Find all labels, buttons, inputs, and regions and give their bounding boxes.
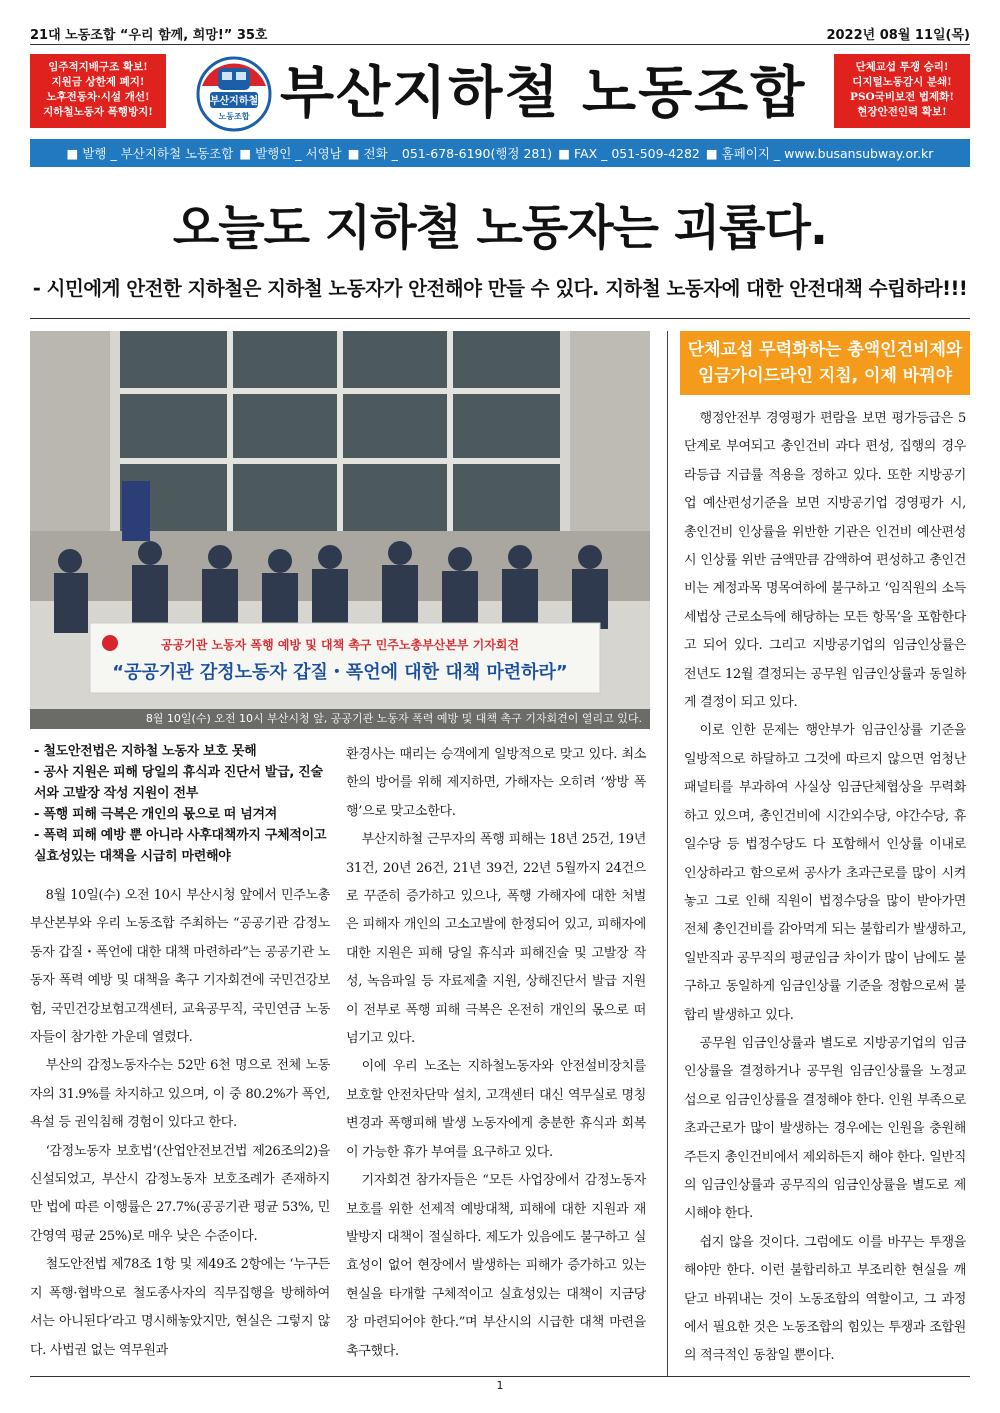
slogan-line: 노후전동차·시설 개선! xyxy=(46,91,150,103)
key-points xyxy=(34,741,334,867)
info-homepage: ■ 홈페이지 _ www.busansubway.or.kr xyxy=(705,146,934,161)
paragraph: 철도안전법 제78조 1항 및 제49조 2항에는 ‘누구든지 폭행·협박으로 철도종사자의 직무집행을 방해하여서는 아니된다’라고 명시해놓았지만, 현실은 그렇지 않다. 사법권 없는 역무원과 xyxy=(30,1257,330,1358)
info-phone: ■ 전화 _ 051-678-6190(행정 281) xyxy=(347,146,553,161)
article-subhead: - 시민에게 안전한 지하철은 지하철 노동자가 안전해야 만들 수 있다. 지하철 노동자에 대한 안전대책 수립하라!!! xyxy=(32,277,968,300)
paragraph: 부산지하철 근무자의 폭행 피해는 18년 25건, 19년 31건, 20년 26건, 21년 39건, 22년 5월까지 24건으로 꾸준히 증가하고 있으나, 폭행 가해자에 대한 처벌은 피해자 개인의 고소고발에 한정되어 있고, 피해자에 대한 지원은 피해 당일 휴식과 피해진술 및 고발장 작성, 녹음파일 등 자료제출 지원, 상해진단서 발급 지원이 전부로 폭행 피해 극복은 온전히 개인의 몫으로 떠넘기고 있다. xyxy=(346,832,646,1047)
publisher-info-bar xyxy=(30,139,970,167)
info-issuer: ■ 발행인 _ 서영남 xyxy=(239,146,342,161)
paragraph: 이에 우리 노조는 지하철노동자와 안전설비장치를 보호할 안전차단막 설치, 고객센터 대신 역무실로 명칭 변경과 폭행피해 발생 노동자에게 충분한 휴식과 회복이 가능한 휴가 부여를 요구하고 있다. xyxy=(346,1059,646,1160)
key-point: - 공사 지원은 피해 당일의 휴식과 진단서 발급, 진술서와 고발장 작성 지원이 전부 xyxy=(34,765,323,801)
paragraph: 이로 인한 문제는 행안부가 임금인상률 기준을 일방적으로 하달하고 그것에 따르지 않으면 엄청난 패널티를 부과하여 사실상 임금단체협상을 무력화하고 있으며, 총인건비에 시간외수당, 야간수당, 휴일수당 등 법정수당도 다 포함해서 인상률 이내로 인상하라고 함으로써 공사가 초과근로를 많이 시켜 놓고 그로 인해 직원이 법정수당을 많이 받아가면 전체 총인건비를 갉아먹게 되는 불합리가 발생하고, 일반직과 공무직의 평균임금 차이가 많이 남에도 불구하고 동일하게 임금인상률 기준을 정함으로써 불합리 발생하고 있다. xyxy=(684,723,966,1023)
sidebar-body xyxy=(684,405,966,1371)
paragraph: 공무원 임금인상률과 별도로 지방공기업의 임금인상률을 결정하거나 공무원 임금인상률을 노정교섭으로 임금인상률을 결정해야 한다. 인원 부족으로 초과근로가 많이 발생하는 경우에는 인원을 충원해주든지 총인건비에서 제외하든지 해야 한다. 일반직의 임금인상률과 공무직의 임금인상률을 별도로 제시해야 한다. xyxy=(684,1035,966,1222)
slogan-line: 단체교섭 투쟁 승리! xyxy=(855,61,949,73)
info-fax: ■ FAX _ 051-509-4282 xyxy=(558,145,700,161)
paragraph: 환경사는 때리는 승객에게 일방적으로 맞고 있다. 최소한의 방어를 위해 제지하면, 가해자는 오히려 ‘쌍방 폭행’으로 맞고소한다. xyxy=(346,747,646,819)
key-point: - 폭력 피해 예방 뿐 아니라 사후대책까지 구체적이고 실효성있는 대책을 시급히 마련해야 xyxy=(34,828,327,864)
slogan-line: 지원금 상한제 폐지! xyxy=(51,76,145,88)
slogan-line: 현장안전인력 확보! xyxy=(857,106,947,118)
page-number: 1 xyxy=(496,1379,504,1392)
slogan-line: 임주적지배구조 확보! xyxy=(48,61,148,73)
logo-text: 부산지하철 xyxy=(209,96,259,107)
divider xyxy=(30,318,970,319)
article-headline: 오늘도 지하철 노동자는 괴롭다. xyxy=(172,200,828,256)
left-slogan-box xyxy=(30,54,166,128)
masthead-title: 부산지하철 노동조합 xyxy=(280,61,807,126)
paragraph: 쉽지 않을 것이다. 그럼에도 이를 바꾸는 투쟁을 해야만 한다. 이런 불합리하고 부조리한 현실을 깨닫고 바꿔내는 것이 노동조합의 역할이고, 그 과정에서 필요한 것은 노동조합의 힘있는 투쟁과 조합원의 적극적인 동참일 뿐이다. xyxy=(684,1234,966,1364)
key-point: - 폭행 피해 극복은 개인의 몫으로 떠 넘겨져 xyxy=(34,807,278,822)
slogan-line: PSO국비보전 법제화! xyxy=(850,91,954,103)
banner-main-text: “공공기관 감정노동자 갑질・폭언에 대한 대책 마련하라” xyxy=(112,662,568,683)
sidebar-title xyxy=(680,331,970,395)
paragraph: 기자회견 참가자들은 “모든 사업장에서 감정노동자 보호를 위한 선제적 예방대책, 피해에 대한 지원과 재발방지 대책이 절실하다. 제도가 있음에도 불구하고 실효성이 없어 현장에서 발생하는 피해가 증가하고 있는 현실을 타개할 구체적이고 실효성있는 대책이 지금당장 마련되어야 한다.”며 부산시의 시급한 대책 마련을 촉구했다. xyxy=(346,1173,646,1359)
divider xyxy=(30,44,970,45)
issue-line xyxy=(30,22,970,44)
press-conference-photo xyxy=(30,331,650,729)
paragraph: 행정안전부 경영평가 편람을 보면 평가등급은 5단계로 부여되고 총인건비 과다 편성, 집행의 경우 라등급 지급률 적용을 정하고 있다. 또한 지방공기업 예산편성기준을 보면 지방공기업 경영평가 시, 총인건비 인상률을 위반한 기관은 인건비 예산편성 시 인상률 위반 금액만큼 감액하여 편성하고 총인건비는 계정과목 명목여하에 불구하고 ‘임직원의 소득세법상 근로소득에 해당하는 모든 항목’을 포함한다고 되어 있다. 그리고 지방공기업의 임금인상률은 전년도 12월 결정되는 공무원 임금인상률과 동일하게 결정이 되고 있다. xyxy=(684,411,966,711)
issue-date: 2022년 08월 11일(목) xyxy=(826,27,970,43)
info-publisher: ■ 발행 _ 부산지하철 노동조합 xyxy=(66,146,234,161)
paragraph: 부산의 감정노동자수는 52만 6천 명으로 전체 노동자의 31.9%를 차지하고 있으며, 이 중 80.2%가 폭언, 욕설 등 권익침해 경험이 있다고 한다. xyxy=(30,1058,330,1131)
article-body-middle xyxy=(346,741,646,1366)
sidebar-title-line: 단체교섭 무력화하는 총액인건비제와 xyxy=(687,340,963,360)
union-logo xyxy=(196,56,272,132)
key-point: - 철도안전법은 지하철 노동자 보호 못해 xyxy=(34,744,257,759)
sidebar-title-line: 임금가이드라인 지침, 이제 바꿔야 xyxy=(697,366,953,386)
paragraph: ‘감정노동자 보호법’(산업안전보건법 제26조의2)을 신설되었고, 부산시 감정노동자 보호조례가 존재하지만 법에 따른 이행률은 27.7%(공공기관 평균 53%, 민간영역 평균 25%)로 매우 낮은 수준이다. xyxy=(30,1143,330,1244)
paragraph: 8월 10일(수) 오전 10시 부산시청 앞에서 민주노총부산본부와 우리 노동조합 주최하는 “공공기관 감정노동자 갑질・폭언에 대한 대책 마련하라”는 공공기관 노동자 폭력 예방 및 대책을 촉구 기자회견에 국민건강보험, 국민건강보험고객센터, 교육공무직, 국민연금 노동자들이 참가한 가운데 열렸다. xyxy=(30,888,330,1046)
slogan-line: 지하철노동자 폭행방지! xyxy=(43,106,153,118)
banner-top-text: 공공기관 노동자 폭행 예방 및 대책 촉구 민주노총부산본부 기자회견 xyxy=(160,638,520,652)
issue-label: 21대 노동조합 “우리 함께, 희망!” 35호 xyxy=(30,27,268,43)
column-divider xyxy=(667,331,668,1377)
slogan-line: 디지털노동감시 분쇄! xyxy=(852,76,952,88)
divider xyxy=(30,1376,970,1377)
logo-subtext: 노동조합 xyxy=(218,112,250,121)
article-body-left xyxy=(30,882,330,1365)
photo-caption: 8월 10일(수) 오전 10시 부산시청 앞, 공공기관 노동자 폭력 예방 및 대책 촉구 기자회견이 열리고 있다. xyxy=(30,709,650,729)
right-slogan-box xyxy=(834,54,970,128)
